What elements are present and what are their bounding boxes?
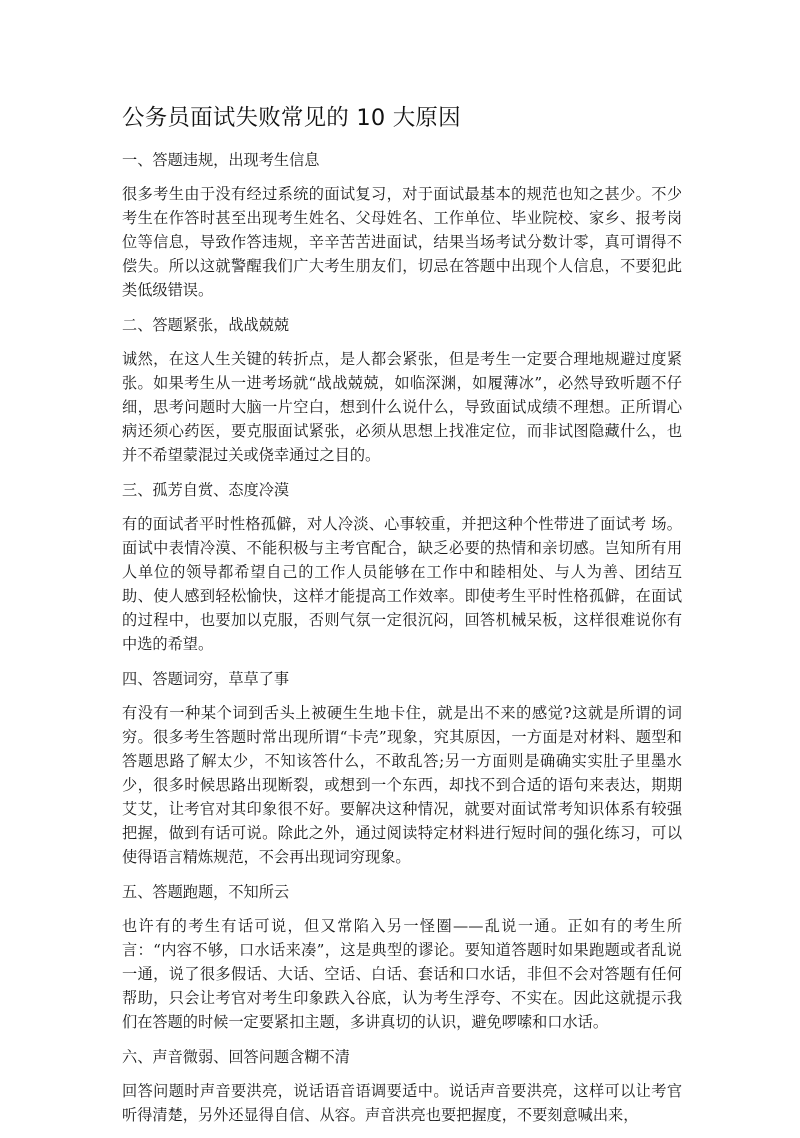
section-heading-3: 三、孤芳自赏、态度冷漠 (122, 481, 290, 499)
section-body-3: 有的面试者平时性格孤僻，对人冷淡、心事较重，并把这种个性带进了面试考 场。面试中表情冷漠、不能积极与主考官配合，缺乏必要的热情和亲切感。岂知所有用人单位的领导都希望自己的工作人员能够在工作中和睦相处、与人为善、团结互助、使人感到轻松愉快，这样才能提高工作效率。即使考生平时性格孤僻，在面试的过程中，也要加以克服，否则气氛一定很沉闷，回答机械呆板，这样很难说你有中选的希望。 (122, 515, 682, 653)
section-body-6: 回答问题时声音要洪亮，说话语音语调要适中。说话声音要洪亮，这样可以让考官听得清楚，另外还显得自信、从容。声音洪亮也要把握度，不要刻意喊出来， (122, 1082, 682, 1124)
section-heading-4: 四、答题词穷，草草了事 (122, 670, 290, 688)
section-heading-5: 五、答题跑题，不知所云 (122, 883, 290, 901)
section-heading-6: 六、声音微弱、回答问题含糊不清 (122, 1048, 350, 1066)
section-body-4: 有没有一种某个词到舌头上被硬生生地卡住，就是出不来的感觉?这就是所谓的词穷。很多考生答题时常出现所谓“卡壳”现象，究其原因，一方面是对材料、题型和答题思路了解太少，不知该答什么，不敢乱答;另一方面则是确确实实肚子里墨水少，很多时候思路出现断裂，或想到一个东西，却找不到合适的语句来表达，期期艾艾，让考官对其印象很不好。要解决这种情况，就要对面试常考知识体系有较强把握，做到有话可说。除此之外，通过阅读特定材料进行短时间的强化练习，可以使得语言精炼规范，不会再出现词穷现象。 (122, 704, 682, 866)
section-body-1: 很多考生由于没有经过系统的面试复习，对于面试最基本的规范也知之甚少。不少考生在作答时甚至出现考生姓名、父母姓名、工作单位、毕业院校、家乡、报考岗位等信息，导致作答违规，辛辛苦苦进面试，结果当场考试分数计零，真可谓得不偿失。所以这就警醒我们广大考生朋友们，切忌在答题中出现个人信息，不要犯此类低级错误。 (122, 185, 682, 299)
section-heading-2: 二、答题紧张，战战兢兢 (122, 316, 290, 334)
document-title: 公务员面试失败常见的 10 大原因 (122, 105, 461, 131)
section-body-2: 诚然，在这人生关键的转折点，是人都会紧张，但是考生一定要合理地规避过度紧张。如果考生从一进考场就“战战兢兢，如临深渊，如履薄冰”，必然导致听题不仔细，思考问题时大脑一片空白，想到什么说什么，导致面试成绩不理想。正所谓心病还须心药医，要克服面试紧张，必须从思想上找准定位，而非试图隐藏什么，也并不希望蒙混过关或侥幸通过之目的。 (122, 350, 682, 464)
section-body-5: 也许有的考生有话可说，但又常陷入另一怪圈——乱说一通。正如有的考生所言：“内容不够，口水话来凑”，这是典型的谬论。要知道答题时如果跑题或者乱说一通，说了很多假话、大话、空话、白话、套话和口水话，非但不会对答题有任何帮助，只会让考官对考生印象跌入谷底，认为考生浮夸、不实在。因此这就提示我们在答题的时候一定要紧扣主题，多讲真切的认识，避免啰嗦和口水话。 (122, 917, 682, 1031)
document-page (122, 100, 682, 1138)
section-heading-1: 一、答题违规，出现考生信息 (122, 151, 320, 169)
